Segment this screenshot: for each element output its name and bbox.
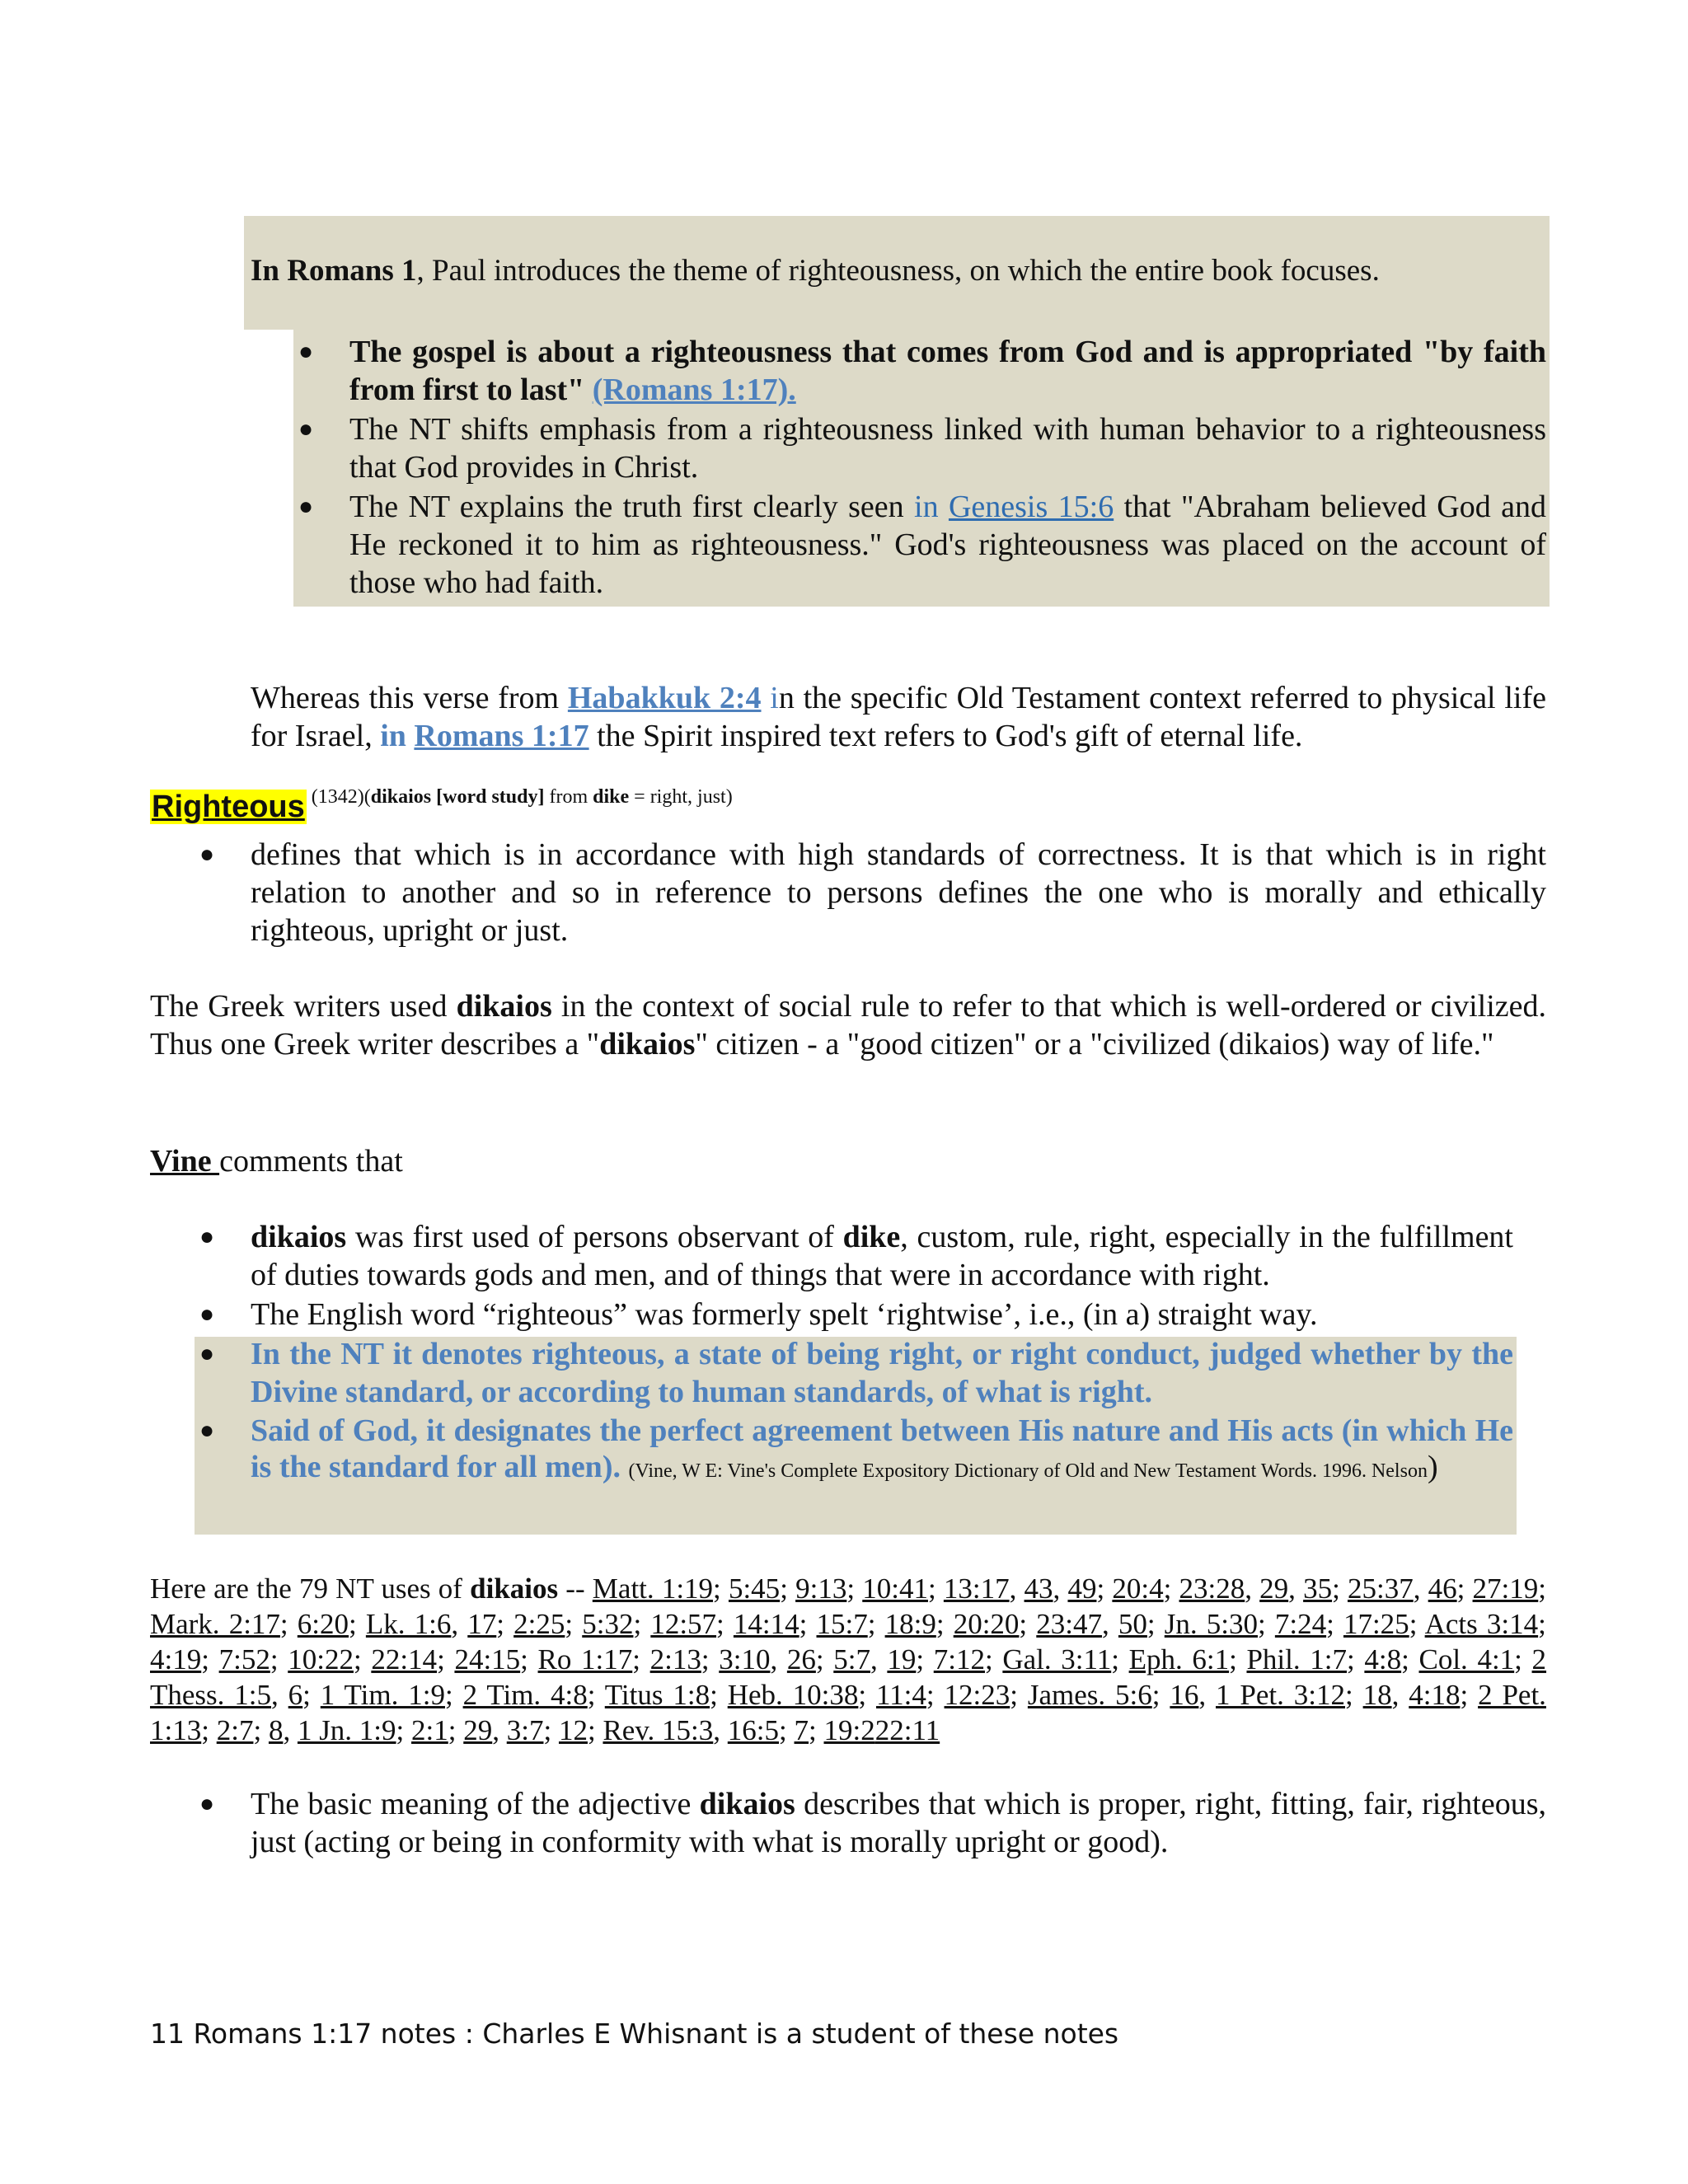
reference-separator: ;: [253, 1714, 269, 1746]
scripture-reference-link[interactable]: 20:4: [1112, 1572, 1164, 1605]
word-study-link[interactable]: dikaios [word study]: [370, 786, 545, 808]
reference-separator: ;: [1096, 1572, 1113, 1605]
scripture-reference-link[interactable]: 1 Tim. 1:9: [320, 1679, 445, 1711]
adjective-list: [199, 1785, 1546, 1861]
scripture-reference-link[interactable]: James. 5:6: [1027, 1679, 1152, 1711]
reference-separator: ;: [858, 1679, 876, 1711]
scripture-reference-link[interactable]: 46: [1428, 1572, 1457, 1605]
scripture-reference-link[interactable]: 4:18: [1409, 1679, 1461, 1711]
habakkuk-2-4-link[interactable]: Habakkuk 2:4: [567, 681, 762, 715]
reference-separator: ;: [1347, 1643, 1365, 1675]
reference-separator: ;: [270, 1643, 288, 1675]
scripture-reference-link[interactable]: Heb. 10:38: [727, 1679, 859, 1711]
reference-separator: ;: [1258, 1608, 1275, 1640]
scripture-reference-link[interactable]: 16:5: [727, 1714, 780, 1746]
reference-separator: ;: [809, 1714, 824, 1746]
reference-separator: ;: [1409, 1608, 1425, 1640]
reference-separator: ;: [632, 1643, 650, 1675]
romans-1-17-link[interactable]: Romans 1:17: [414, 719, 589, 753]
scripture-reference-link[interactable]: 9:13: [795, 1572, 847, 1605]
vine-bullet-list: [199, 1218, 1513, 1491]
bullet-icon: ●: [199, 1301, 215, 1328]
scripture-reference-link[interactable]: 2:7: [216, 1714, 254, 1746]
reference-separator: ;: [633, 1608, 651, 1640]
reference-separator: ,: [492, 1714, 507, 1746]
scripture-reference-link[interactable]: 17:25: [1343, 1608, 1409, 1640]
scripture-reference-link[interactable]: 3:10: [719, 1643, 771, 1675]
scripture-reference-link[interactable]: 2 Thess. 1:5: [150, 1643, 1547, 1711]
reference-separator: ;: [201, 1714, 217, 1746]
reference-separator: ;: [1344, 1679, 1363, 1711]
scripture-reference-link[interactable]: Eph. 6:1: [1128, 1643, 1230, 1675]
reference-separator: ;: [496, 1608, 514, 1640]
scripture-reference-link[interactable]: 18:9: [884, 1608, 936, 1640]
scripture-reference-link[interactable]: 5:32: [582, 1608, 634, 1640]
scripture-reference-link[interactable]: 29: [1259, 1572, 1289, 1605]
reference-separator: ;: [779, 1714, 795, 1746]
scripture-reference-link[interactable]: 2:25: [513, 1608, 565, 1640]
scripture-reference-link[interactable]: 12: [558, 1714, 588, 1746]
righteous-heading-row: [150, 786, 1551, 832]
reference-separator: ;: [1538, 1572, 1547, 1605]
scripture-reference-link[interactable]: 2 Pet. 1:13: [150, 1679, 1546, 1746]
list-item: ● The English word “righteous” was formerly spelt ‘rightwise’, i.e., (in a) straight way.: [199, 1297, 1318, 1332]
reference-separator: ,: [770, 1643, 787, 1675]
scripture-reference-link[interactable]: 23:47: [1036, 1608, 1103, 1640]
scripture-reference-link[interactable]: Rev. 15:3: [603, 1714, 714, 1746]
reference-separator: ;: [201, 1643, 219, 1675]
list-item: ● In the NT it denotes righteous, a state of being right, or right conduct, judged whether by the Divine standard, or according to human standards, of what is right.: [199, 1337, 1513, 1409]
reference-separator: ,: [1288, 1572, 1304, 1605]
romans-intro-heading: [251, 252, 1546, 290]
scripture-reference-link[interactable]: 23:28: [1179, 1572, 1245, 1605]
scripture-reference-link[interactable]: 49: [1067, 1572, 1097, 1605]
scripture-reference-link[interactable]: 2:1: [411, 1714, 448, 1746]
reference-separator: ;: [926, 1679, 945, 1711]
reference-separator: ;: [279, 1608, 298, 1640]
reference-separator: ,: [1053, 1572, 1068, 1605]
list-item: ● The NT explains the truth first clearly seen in Genesis 15:6 that "Abraham believed God and He reckoned it to him as righteousness." God's righteousness was placed on the account of those who had faith.: [298, 490, 1546, 600]
reference-separator: ;: [1111, 1643, 1129, 1675]
reference-separator: ;: [396, 1714, 412, 1746]
scripture-reference-link[interactable]: 8: [268, 1714, 284, 1746]
reference-separator: ,: [271, 1679, 288, 1711]
reference-separator: ;: [984, 1643, 1003, 1675]
scripture-reference-link[interactable]: 10:41: [862, 1572, 928, 1605]
scripture-reference-link[interactable]: 43: [1024, 1572, 1053, 1605]
scripture-reference-link[interactable]: 7:12: [933, 1643, 985, 1675]
scripture-reference-link[interactable]: 1 Jn. 1:9: [297, 1714, 396, 1746]
reference-separator: ;: [353, 1643, 372, 1675]
reference-separator: ;: [444, 1679, 463, 1711]
scripture-reference-link[interactable]: 6: [288, 1679, 303, 1711]
reference-separator: ,: [451, 1608, 468, 1640]
scripture-reference-link[interactable]: Matt. 1:19: [592, 1572, 714, 1605]
scripture-reference-link[interactable]: 1 Pet. 3:12: [1216, 1679, 1345, 1711]
reference-separator: ,: [870, 1643, 888, 1675]
vine-name: Vine: [150, 1144, 220, 1179]
list-item: ● dikaios was first used of persons observant of dike, custom, rule, right, especially in the fulfillment of duties towards gods and men, and of things that were in accordance with right.: [199, 1220, 1513, 1292]
reference-separator: ,: [1245, 1572, 1260, 1605]
list-item: ● The gospel is about a righteousness that comes from God and is appropriated "by faith from first to last" (Romans 1:17).: [298, 335, 1546, 407]
nt-uses-paragraph: Here are the 79 NT uses of dikaios -- Matt. 1:19; 5:45; 9:13; 10:41; 13:17, 43, 49; 20:4; 23:28, 29, 35; 25:37, 46; 27:19; Mark. 2:17; 6:20; Lk. 1:6, 17; 2:25; 5:32; 12:57; 14:14; 15:7; 18:9; 20:20; 23:47, 50; Jn. 5:30; 7:24; 17:25; Acts 3:14; 4:19; 7:52; 10:22; 22:14; 24:15; Ro 1:17; 2:13; 3:10, 26; 5:7, 19; 7:12; Gal. 3:11; Eph. 6:1; Phil. 1:7; 4:8; Col. 4:1; 2 Thess. 1:5, 6; 1 Tim. 1:9; 2 Tim. 4:8; Titus 1:8; Heb. 10:38; 11:4; 12:23; James. 5:6; 16, 1 Pet. 3:12; 18, 4:18; 2 Pet. 1:13; 2:7; 8, 1 Jn. 1:9; 2:1; 29, 3:7; 12; Rev. 15:3, 16:5; 7; 19:222:11: [150, 1572, 1547, 1746]
scripture-reference-link[interactable]: 7: [794, 1714, 809, 1746]
scripture-reference-link[interactable]: Titus 1:8: [604, 1679, 710, 1711]
bullet-icon: ●: [199, 1223, 215, 1250]
scripture-reference-link[interactable]: 6:20: [297, 1608, 349, 1640]
reference-separator: ,: [1009, 1572, 1025, 1605]
reference-separator: ;: [701, 1643, 720, 1675]
scripture-reference-link[interactable]: 18: [1362, 1679, 1392, 1711]
scripture-reference-link[interactable]: 22:14: [371, 1643, 438, 1675]
reference-separator: ;: [302, 1679, 321, 1711]
scripture-reference-link[interactable]: Col. 4:1: [1418, 1643, 1515, 1675]
reference-separator: ;: [520, 1643, 538, 1675]
reference-separator: ;: [799, 1608, 817, 1640]
bullet-icon: ●: [298, 338, 314, 365]
scripture-reference-link[interactable]: 10:22: [288, 1643, 354, 1675]
scripture-reference-link[interactable]: 7:52: [218, 1643, 270, 1675]
heading-romans-1: In Romans 1: [251, 254, 417, 288]
scripture-reference-link[interactable]: 27:19: [1472, 1572, 1539, 1605]
reference-separator: ;: [349, 1608, 366, 1640]
scripture-reference-link[interactable]: 25:37: [1347, 1572, 1414, 1605]
reference-separator: ,: [1198, 1679, 1217, 1711]
reference-separator: ;: [1010, 1679, 1028, 1711]
reference-separator: ;: [1151, 1679, 1170, 1711]
scripture-reference-link[interactable]: Jn. 5:30: [1164, 1608, 1258, 1640]
reference-separator: ;: [710, 1679, 728, 1711]
scripture-reference-link[interactable]: 17: [467, 1608, 497, 1640]
reference-separator: ;: [1538, 1608, 1546, 1640]
list-item: ● Said of God, it designates the perfect agreement between His nature and His acts (in which He is the standard for all men). (Vine, W E: Vine's Complete Expository Dictionary of Old and New Testament Words. 1996. Nelson): [199, 1413, 1513, 1484]
reference-separator: ;: [1514, 1643, 1532, 1675]
scripture-reference-link[interactable]: 26: [786, 1643, 816, 1675]
reference-separator: ,: [283, 1714, 298, 1746]
scripture-reference-link[interactable]: 20:20: [953, 1608, 1020, 1640]
scripture-reference-link[interactable]: 5:45: [728, 1572, 781, 1605]
scripture-reference-link[interactable]: 35: [1303, 1572, 1333, 1605]
scripture-reference-link[interactable]: 19:2: [823, 1714, 875, 1746]
reference-separator: ;: [815, 1643, 834, 1675]
reference-separator: ;: [1019, 1608, 1037, 1640]
reference-separator: ;: [587, 1714, 603, 1746]
vine-intro: Vine comments that: [150, 1144, 403, 1179]
reference-separator: ,: [1391, 1679, 1409, 1711]
scripture-reference-link[interactable]: 24:15: [454, 1643, 521, 1675]
scripture-reference-link[interactable]: Mark. 2:17: [150, 1608, 280, 1640]
scripture-reference-link[interactable]: 15:7: [816, 1608, 868, 1640]
reference-separator: ;: [935, 1608, 954, 1640]
reference-separator: ;: [927, 1572, 944, 1605]
list-item: ● defines that which is in accordance with high standards of correctness. It is that which is in right relation to another and so in reference to persons defines the one who is morally and ethically righteous, upright or just.: [199, 837, 1546, 948]
scripture-reference-link[interactable]: 2:13: [649, 1643, 701, 1675]
reference-separator: ;: [1332, 1572, 1348, 1605]
bullet-icon: ●: [298, 493, 314, 520]
vine-citation: (Vine, W E: Vine's Complete Expository Dictionary of Old and New Testament Words. 1996. Nelson: [628, 1460, 1428, 1482]
reference-separator: ;: [437, 1643, 455, 1675]
scripture-reference-link[interactable]: 4:8: [1364, 1643, 1402, 1675]
reference-separator: ;: [780, 1572, 796, 1605]
reference-separator: ;: [565, 1608, 583, 1640]
scripture-reference-link[interactable]: 11:4: [875, 1679, 926, 1711]
reference-separator: ,: [1413, 1572, 1428, 1605]
scripture-reference-link[interactable]: 22:11: [874, 1714, 940, 1746]
scripture-reference-link[interactable]: 7:24: [1274, 1608, 1327, 1640]
scripture-reference-link[interactable]: 19: [887, 1643, 917, 1675]
reference-separator: ;: [1456, 1572, 1473, 1605]
bullet-icon: ●: [199, 841, 215, 868]
scripture-reference-link[interactable]: 5:7: [833, 1643, 870, 1675]
heading-rest: , Paul introduces the theme of righteousness, on which the entire book focuses.: [416, 254, 1380, 288]
bullet-icon: ●: [199, 1790, 215, 1817]
word-study-note: (1342)(dikaios [word study] from dike = right, just): [306, 786, 733, 808]
reference-separator: ;: [916, 1643, 934, 1675]
reference-separator: ;: [867, 1608, 885, 1640]
top-bullet-list: [298, 333, 1546, 603]
list-item: ● The NT shifts emphasis from a righteousness linked with human behavior to a righteousness that God provides in Christ.: [298, 412, 1546, 485]
list-item: ● The basic meaning of the adjective dikaios describes that which is proper, right, fitting, fair, righteous, just (acting or being in conformity with what is morally upright or good).: [199, 1787, 1546, 1859]
genesis-15-6-link[interactable]: Genesis 15:6: [948, 490, 1114, 524]
reference-separator: ;: [587, 1679, 605, 1711]
scripture-reference-link[interactable]: 4:19: [150, 1643, 202, 1675]
scripture-reference-link[interactable]: 2 Tim. 4:8: [462, 1679, 588, 1711]
romans-1-17-link[interactable]: (Romans 1:17).: [592, 373, 796, 407]
scripture-reference-link[interactable]: 12:57: [650, 1608, 717, 1640]
reference-separator: ;: [713, 1572, 729, 1605]
reference-separator: ;: [543, 1714, 559, 1746]
scripture-reference-link[interactable]: 29: [463, 1714, 493, 1746]
habakkuk-paragraph: Whereas this verse from Habakkuk 2:4 in the specific Old Testament context referred to physical life for Israel, in Romans 1:17 the Spirit inspired text refers to God's gift of eternal life.: [251, 681, 1547, 753]
scripture-reference-link[interactable]: Lk. 1:6: [365, 1608, 452, 1640]
scripture-reference-link[interactable]: 3:7: [506, 1714, 544, 1746]
reference-separator: ,: [1102, 1608, 1118, 1640]
scripture-reference-link[interactable]: 14:14: [733, 1608, 799, 1640]
reference-separator: ;: [1229, 1643, 1247, 1675]
reference-separator: ;: [1326, 1608, 1343, 1640]
reference-separator: ;: [846, 1572, 863, 1605]
bullet-icon: ●: [199, 1417, 215, 1444]
greek-writers-paragraph: The Greek writers used dikaios in the context of social rule to refer to that which is well-ordered or civilized. Thus one Greek writer describes a "dikaios" citizen - a "good citizen" or a "civilized (dikaios) way of life.": [150, 989, 1546, 1062]
scripture-reference-link[interactable]: 12:23: [944, 1679, 1010, 1711]
reference-separator: ;: [1146, 1608, 1165, 1640]
definition-list: [199, 836, 1546, 949]
reference-separator: ;: [1401, 1643, 1419, 1675]
reference-separator: ;: [1163, 1572, 1179, 1605]
bullet-icon: ●: [199, 1340, 215, 1367]
scripture-reference-link[interactable]: 50: [1118, 1608, 1147, 1640]
page-footer: 11 Romans 1:17 notes : Charles E Whisnant is a student of these notes: [150, 2018, 1119, 2050]
reference-separator: ;: [1460, 1679, 1479, 1711]
reference-separator: ,: [713, 1714, 728, 1746]
scripture-reference-link[interactable]: Acts 3:14: [1424, 1608, 1539, 1640]
reference-separator: ;: [716, 1608, 734, 1640]
righteous-highlight-label: Righteous: [152, 790, 305, 824]
reference-separator: ;: [448, 1714, 464, 1746]
scripture-reference-link[interactable]: Gal. 3:11: [1002, 1643, 1112, 1675]
bullet-icon: ●: [298, 415, 314, 443]
scripture-reference-link[interactable]: Phil. 1:7: [1246, 1643, 1347, 1675]
scripture-reference-link[interactable]: Ro 1:17: [537, 1643, 633, 1675]
scripture-reference-link[interactable]: 16: [1170, 1679, 1199, 1711]
scripture-reference-link[interactable]: 13:17: [943, 1572, 1010, 1605]
